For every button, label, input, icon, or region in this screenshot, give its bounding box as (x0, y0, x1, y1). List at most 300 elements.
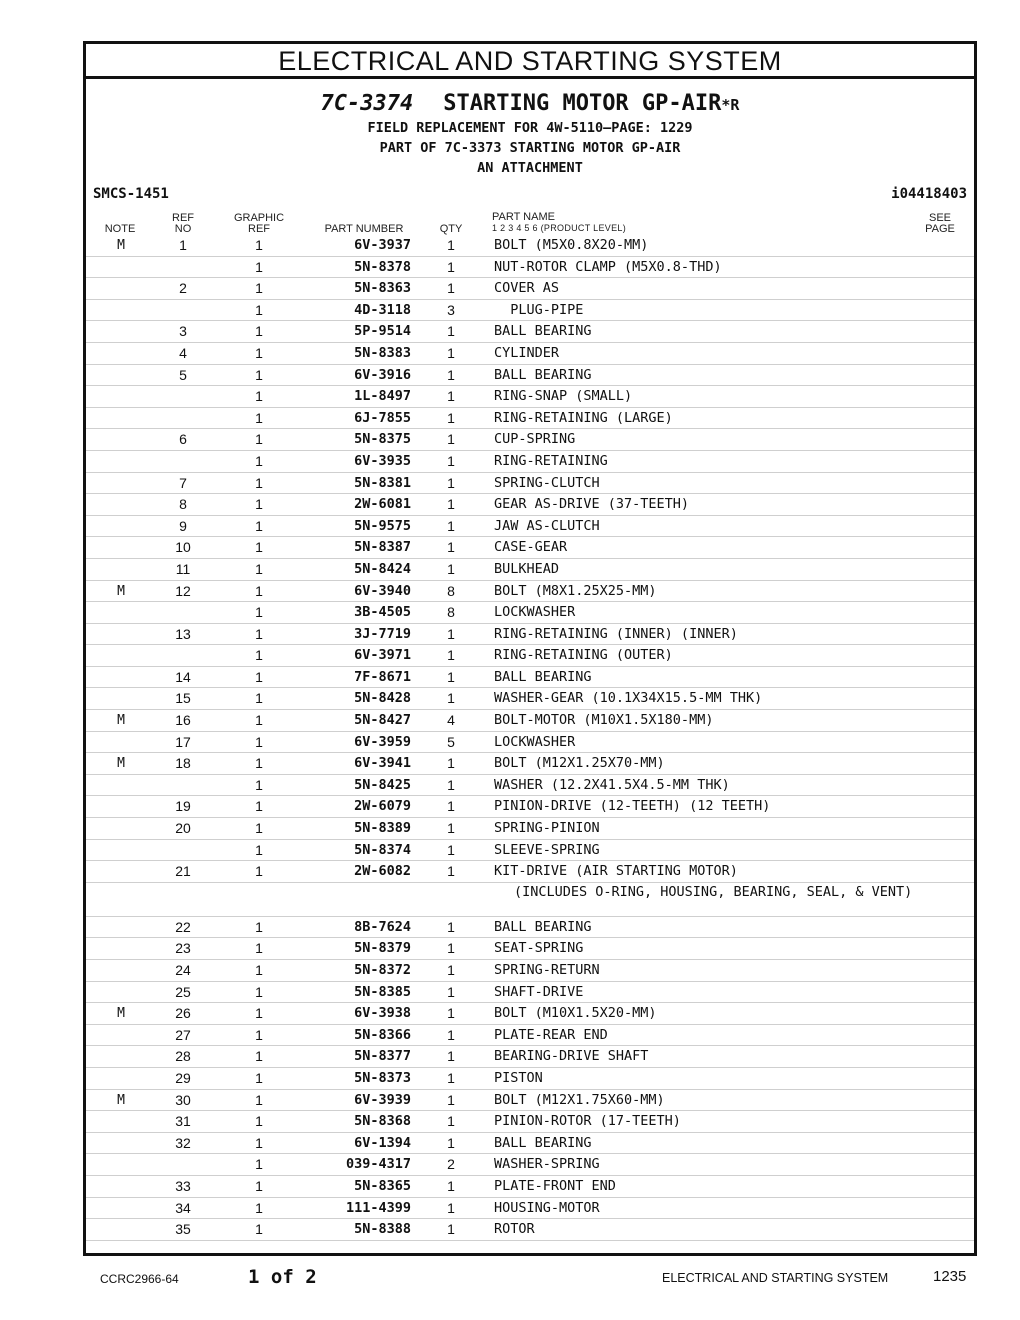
ref-number-cell: 23 (175, 940, 191, 957)
qty-cell: 1 (447, 452, 455, 469)
part-number-cell: 5N-8387 (354, 539, 411, 556)
illustration-id: i04418403 (891, 186, 967, 202)
ref-number-cell: 35 (175, 1221, 191, 1238)
qty-cell: 1 (447, 962, 455, 978)
ref-number-cell: 10 (175, 539, 191, 556)
note-cell: M (117, 1006, 125, 1022)
col-part-number: PART NUMBER (324, 223, 404, 235)
part-number-cell: 5N-8424 (354, 560, 411, 577)
table-row (86, 624, 974, 646)
table-row (86, 1046, 974, 1068)
group-header (86, 79, 974, 193)
qty-cell: 1 (447, 625, 455, 642)
qty-cell: 1 (447, 1069, 455, 1086)
group-name: STARTING MOTOR GP-AIR (443, 91, 722, 116)
qty-cell: 1 (447, 918, 455, 935)
table-row (86, 602, 974, 624)
ref-number-cell: 25 (175, 983, 191, 1000)
ref-number-cell: 21 (175, 863, 191, 880)
part-number-cell: 5N-9575 (354, 517, 411, 534)
part-name-cell: BALL BEARING (494, 366, 592, 383)
part-number-cell: 5N-8428 (354, 690, 411, 707)
part-number-cell: 4D-3118 (354, 301, 411, 318)
table-row (86, 473, 974, 495)
ref-number-cell: 2 (179, 280, 187, 297)
table-row (86, 883, 974, 917)
part-number-cell: 5N-8366 (354, 1026, 411, 1043)
graphic-ref-cell: 1 (255, 755, 263, 772)
table-row (86, 1068, 974, 1090)
table-row (86, 235, 974, 257)
col-ref-bottom: NO (174, 223, 192, 235)
part-of-line: PART OF 7C-3373 STARTING MOTOR GP-AIR (379, 140, 681, 156)
table-row (86, 386, 974, 408)
table-row (86, 1025, 974, 1047)
graphic-ref-cell: 1 (255, 1134, 263, 1151)
part-name-cell: RING-RETAINING (494, 452, 608, 469)
part-name-cell: BOLT (M12X1.25X70-MM) (494, 755, 665, 772)
ref-number-cell: 20 (175, 820, 191, 837)
col-see-top: SEE (928, 212, 951, 224)
ref-number-cell: 9 (179, 517, 187, 534)
graphic-ref-cell: 1 (255, 539, 263, 556)
part-name-cell: BOLT (M10X1.5X20-MM) (494, 1005, 657, 1022)
part-name-cell: SPRING-RETURN (494, 962, 600, 978)
graphic-ref-cell: 1 (255, 863, 263, 880)
qty-cell: 1 (447, 539, 455, 556)
part-name-cell: HOUSING-MOTOR (494, 1199, 600, 1216)
group-title (86, 91, 974, 118)
graphic-ref-cell: 1 (255, 409, 263, 426)
part-number-cell: 5N-8377 (354, 1048, 411, 1065)
ref-number-cell: 1 (179, 237, 187, 253)
part-number-cell: 6V-3940 (354, 582, 411, 599)
part-number-cell: 7F-8671 (354, 668, 411, 685)
col-see-bottom: PAGE (925, 223, 955, 235)
part-number-cell: 5N-8373 (354, 1069, 411, 1086)
part-number-cell: 5N-8368 (354, 1113, 411, 1130)
qty-cell: 1 (447, 258, 455, 275)
table-row (86, 343, 974, 365)
field-replacement-line: FIELD REPLACEMENT FOR 4W-5110—PAGE: 1229 (367, 120, 693, 136)
part-name-cell: LOCKWASHER (494, 604, 576, 621)
part-number-cell: 5N-8375 (354, 431, 411, 448)
part-number-cell: 6V-3959 (354, 733, 411, 750)
graphic-ref-cell: 1 (255, 496, 263, 513)
note-cell: M (117, 756, 125, 772)
col-see-page (920, 213, 960, 235)
ref-number-cell: 28 (175, 1048, 191, 1065)
qty-cell: 1 (447, 1113, 455, 1130)
qty-cell: 1 (447, 798, 455, 815)
qty-cell: 1 (447, 1177, 455, 1194)
part-number-cell: 5N-8427 (354, 712, 411, 729)
part-number-cell: 5N-8381 (354, 474, 411, 491)
graphic-ref-cell: 1 (255, 517, 263, 534)
ref-number-cell: 17 (175, 733, 191, 750)
part-number-cell: 5N-8379 (354, 940, 411, 957)
part-name-cell: PINION-ROTOR (17-TEETH) (494, 1113, 681, 1130)
qty-cell: 8 (447, 582, 455, 599)
part-number-cell: 5N-8374 (354, 841, 411, 858)
part-number-cell: 5N-8389 (354, 820, 411, 837)
doc-code: CCRC2966-64 (100, 1272, 179, 1286)
note-cell: M (117, 713, 125, 729)
ref-number-cell: 24 (175, 962, 191, 978)
part-number-cell: 111-4399 (345, 1199, 411, 1216)
col-product-level: 1 2 3 4 5 6 (PRODUCT LEVEL) (492, 223, 626, 233)
qty-cell: 1 (447, 560, 455, 577)
part-name-cell: SLEEVE-SPRING (494, 841, 600, 858)
part-name-cell: KIT-DRIVE (AIR STARTING MOTOR) (494, 863, 738, 880)
table-row (86, 840, 974, 862)
part-name-cell: RING-RETAINING (LARGE) (494, 409, 673, 426)
ref-number-cell: 4 (179, 344, 187, 361)
qty-cell: 1 (447, 755, 455, 772)
part-number-cell: 6V-3939 (354, 1091, 411, 1108)
part-name-cell: RING-RETAINING (OUTER) (494, 647, 673, 664)
part-name-cell: BOLT (M5X0.8X20-MM) (494, 237, 649, 253)
graphic-ref-cell: 1 (255, 1026, 263, 1043)
graphic-ref-cell: 1 (255, 798, 263, 815)
graphic-ref-cell: 1 (255, 560, 263, 577)
part-name-cell: SPRING-CLUTCH (494, 474, 600, 491)
col-part-name (492, 212, 626, 234)
table-row (86, 516, 974, 538)
ref-number-cell: 27 (175, 1026, 191, 1043)
table-row (86, 559, 974, 581)
part-number-cell: 6V-3916 (354, 366, 411, 383)
graphic-ref-cell: 1 (255, 940, 263, 957)
smcs-code: SMCS-1451 (93, 186, 169, 202)
page-of: 1 of 2 (248, 1266, 317, 1288)
table-row (86, 917, 974, 939)
qty-cell: 1 (447, 1199, 455, 1216)
table-row (86, 645, 974, 667)
part-number-cell: 6V-3941 (354, 755, 411, 772)
col-ref-top: REF (172, 212, 194, 224)
graphic-ref-cell: 1 (255, 452, 263, 469)
table-row (86, 321, 974, 343)
qty-cell: 1 (447, 323, 455, 340)
part-number-cell: 6V-1394 (354, 1134, 411, 1151)
qty-cell: 1 (447, 280, 455, 297)
table-row (86, 982, 974, 1004)
ref-number-cell: 18 (175, 755, 191, 772)
graphic-ref-cell: 1 (255, 431, 263, 448)
graphic-ref-cell: 1 (255, 983, 263, 1000)
group-part-number: 7C-3374 (320, 91, 414, 116)
graphic-ref-cell: 1 (255, 962, 263, 978)
part-name-cell: BOLT (M8X1.25X25-MM) (494, 582, 657, 599)
ref-number-cell: 31 (175, 1113, 191, 1130)
col-graphic-ref (229, 213, 289, 235)
table-row (86, 861, 974, 883)
ref-number-cell: 32 (175, 1134, 191, 1151)
qty-cell: 1 (447, 344, 455, 361)
table-row (86, 1219, 974, 1241)
part-name-cell: COVER AS (494, 280, 560, 297)
part-name-cell: JAW AS-CLUTCH (494, 517, 600, 534)
part-number-cell: 6V-3971 (354, 647, 411, 664)
part-number-cell: 5N-8372 (354, 962, 411, 978)
ref-number-cell: 5 (179, 366, 187, 383)
table-row (86, 732, 974, 754)
ref-number-cell: 8 (179, 496, 187, 513)
graphic-ref-cell: 1 (255, 1005, 263, 1022)
qty-cell: 1 (447, 1134, 455, 1151)
part-name-cell: BALL BEARING (494, 1134, 592, 1151)
graphic-ref-cell: 1 (255, 918, 263, 935)
graphic-ref-cell: 1 (255, 582, 263, 599)
part-number-cell: 2W-6079 (354, 798, 411, 815)
qty-cell: 1 (447, 1091, 455, 1108)
graphic-ref-cell: 1 (255, 1113, 263, 1130)
group-suffix: *R (721, 96, 740, 114)
table-row (86, 960, 974, 982)
graphic-ref-cell: 1 (255, 647, 263, 664)
part-name-cell: CYLINDER (494, 344, 560, 361)
table-row (86, 796, 974, 818)
ref-number-cell: 30 (175, 1091, 191, 1108)
graphic-ref-cell: 1 (255, 237, 263, 253)
graphic-ref-cell: 1 (255, 733, 263, 750)
part-name-cell: BALL BEARING (494, 918, 592, 935)
qty-cell: 1 (447, 983, 455, 1000)
graphic-ref-cell: 1 (255, 1221, 263, 1238)
part-name-cell: SHAFT-DRIVE (494, 983, 584, 1000)
ref-number-cell: 3 (179, 323, 187, 340)
ref-number-cell: 29 (175, 1069, 191, 1086)
qty-cell: 1 (447, 496, 455, 513)
footer-section: ELECTRICAL AND STARTING SYSTEM (662, 1271, 889, 1285)
part-number-cell: 5P-9514 (354, 323, 411, 340)
graphic-ref-cell: 1 (255, 388, 263, 405)
qty-cell: 8 (447, 604, 455, 621)
part-number-cell: 5N-8388 (354, 1221, 411, 1238)
col-part-name-label: PART NAME (492, 211, 555, 223)
qty-cell: 1 (447, 841, 455, 858)
table-row (86, 1090, 974, 1112)
part-number-cell: 1L-8497 (354, 388, 411, 405)
ref-number-cell: 12 (175, 582, 191, 599)
part-number-cell: 5N-8378 (354, 258, 411, 275)
part-number-cell: 5N-8365 (354, 1177, 411, 1194)
part-name-cell: PLUG-PIPE (494, 301, 584, 318)
part-name-cell: BALL BEARING (494, 323, 592, 340)
graphic-ref-cell: 1 (255, 344, 263, 361)
table-row (86, 938, 974, 960)
parts-page-frame (83, 41, 977, 1256)
part-name-cell: SEAT-SPRING (494, 940, 584, 957)
part-name-cell: CASE-GEAR (494, 539, 568, 556)
ref-number-cell: 16 (175, 712, 191, 729)
graphic-ref-cell: 1 (255, 1156, 263, 1173)
part-number-cell: 6V-3938 (354, 1005, 411, 1022)
table-row (86, 1154, 974, 1176)
table-row (86, 451, 974, 473)
section-title: ELECTRICAL AND STARTING SYSTEM (86, 44, 974, 79)
graphic-ref-cell: 1 (255, 690, 263, 707)
ref-number-cell: 15 (175, 690, 191, 707)
part-name-cell: GEAR AS-DRIVE (37-TEETH) (494, 496, 690, 513)
col-note: NOTE (104, 223, 136, 235)
col-graphic-bottom: REF (248, 223, 270, 235)
graphic-ref-cell: 1 (255, 820, 263, 837)
qty-cell: 4 (447, 712, 455, 729)
table-row (86, 300, 974, 322)
part-name-cell: NUT-ROTOR CLAMP (M5X0.8-THD) (494, 258, 722, 275)
note-cell: M (117, 583, 125, 599)
qty-cell: 1 (447, 1005, 455, 1022)
table-row (86, 710, 974, 732)
part-name-cell: (INCLUDES O-RING, HOUSING, BEARING, SEAL, & VENT) (514, 883, 913, 900)
table-row (86, 365, 974, 387)
graphic-ref-cell: 1 (255, 280, 263, 297)
ref-number-cell: 19 (175, 798, 191, 815)
ref-number-cell: 13 (175, 625, 191, 642)
table-row (86, 581, 974, 603)
qty-cell: 1 (447, 474, 455, 491)
part-name-cell: BOLT (M12X1.75X60-MM) (494, 1091, 665, 1108)
part-number-cell: 6J-7855 (354, 409, 411, 426)
page-number: 1235 (933, 1268, 967, 1285)
qty-cell: 1 (447, 1221, 455, 1238)
part-number-cell: 5N-8425 (354, 776, 411, 793)
qty-cell: 1 (447, 820, 455, 837)
part-name-cell: WASHER (12.2X41.5X4.5-MM THK) (494, 776, 730, 793)
qty-cell: 1 (447, 863, 455, 880)
ref-number-cell: 14 (175, 668, 191, 685)
part-name-cell: CUP-SPRING (494, 431, 576, 448)
part-number-cell: 6V-3937 (354, 237, 411, 253)
qty-cell: 1 (447, 409, 455, 426)
graphic-ref-cell: 1 (255, 258, 263, 275)
qty-cell: 1 (447, 1026, 455, 1043)
table-row (86, 408, 974, 430)
part-number-cell: 3J-7719 (354, 625, 411, 642)
part-number-cell: 039-4317 (345, 1156, 411, 1173)
part-name-cell: LOCKWASHER (494, 733, 576, 750)
col-graphic-top: GRAPHIC (233, 212, 285, 224)
ref-number-cell: 7 (179, 474, 187, 491)
qty-cell: 1 (447, 668, 455, 685)
attachment-line: AN ATTACHMENT (477, 160, 583, 176)
part-number-cell: 3B-4505 (354, 604, 411, 621)
graphic-ref-cell: 1 (255, 1091, 263, 1108)
graphic-ref-cell: 1 (255, 323, 263, 340)
graphic-ref-cell: 1 (255, 776, 263, 793)
graphic-ref-cell: 1 (255, 1069, 263, 1086)
table-row (86, 688, 974, 710)
graphic-ref-cell: 1 (255, 841, 263, 858)
part-name-cell: RING-RETAINING (INNER) (INNER) (494, 625, 738, 642)
qty-cell: 1 (447, 940, 455, 957)
table-row (86, 775, 974, 797)
table-row (86, 1111, 974, 1133)
qty-cell: 1 (447, 237, 455, 253)
qty-cell: 1 (447, 431, 455, 448)
ref-number-cell: 6 (179, 431, 187, 448)
qty-cell: 1 (447, 776, 455, 793)
part-name-cell: PINION-DRIVE (12-TEETH) (12 TEETH) (494, 798, 771, 815)
qty-cell: 2 (447, 1156, 455, 1173)
qty-cell: 1 (447, 517, 455, 534)
graphic-ref-cell: 1 (255, 474, 263, 491)
part-number-cell: 5N-8385 (354, 983, 411, 1000)
ref-number-cell: 33 (175, 1177, 191, 1194)
part-number-cell: 2W-6082 (354, 863, 411, 880)
graphic-ref-cell: 1 (255, 1048, 263, 1065)
table-row (86, 1133, 974, 1155)
part-name-cell: PLATE-REAR END (494, 1026, 608, 1043)
part-name-cell: BEARING-DRIVE SHAFT (494, 1048, 649, 1065)
graphic-ref-cell: 1 (255, 668, 263, 685)
qty-cell: 1 (447, 690, 455, 707)
part-number-cell: 2W-6081 (354, 496, 411, 513)
part-name-cell: WASHER-GEAR (10.1X34X15.5-MM THK) (494, 690, 763, 707)
col-ref (162, 213, 204, 235)
part-name-cell: BOLT-MOTOR (M10X1.5X180-MM) (494, 712, 714, 729)
table-row (86, 818, 974, 840)
graphic-ref-cell: 1 (255, 604, 263, 621)
note-cell: M (117, 1092, 125, 1108)
graphic-ref-cell: 1 (255, 301, 263, 318)
qty-cell: 1 (447, 366, 455, 383)
graphic-ref-cell: 1 (255, 1177, 263, 1194)
table-row (86, 278, 974, 300)
note-cell: M (117, 238, 125, 253)
ref-number-cell: 22 (175, 918, 191, 935)
part-name-cell: SPRING-PINION (494, 820, 600, 837)
part-name-cell: PISTON (494, 1069, 543, 1086)
table-row (86, 1176, 974, 1198)
graphic-ref-cell: 1 (255, 712, 263, 729)
graphic-ref-cell: 1 (255, 625, 263, 642)
qty-cell: 1 (447, 388, 455, 405)
part-number-cell: 5N-8363 (354, 280, 411, 297)
table-row (86, 1198, 974, 1220)
part-name-cell: PLATE-FRONT END (494, 1177, 616, 1194)
part-number-cell: 8B-7624 (354, 918, 411, 935)
part-name-cell: BULKHEAD (494, 560, 560, 577)
ref-number-cell: 11 (175, 560, 191, 577)
qty-cell: 1 (447, 1048, 455, 1065)
part-number-cell: 5N-8383 (354, 344, 411, 361)
table-row (86, 429, 974, 451)
qty-cell: 1 (447, 647, 455, 664)
part-name-cell: RING-SNAP (SMALL) (494, 388, 633, 405)
graphic-ref-cell: 1 (255, 1199, 263, 1216)
ref-number-cell: 34 (175, 1199, 191, 1216)
part-name-cell: WASHER-SPRING (494, 1156, 600, 1173)
ref-number-cell: 26 (175, 1005, 191, 1022)
graphic-ref-cell: 1 (255, 366, 263, 383)
col-qty: QTY (439, 223, 463, 235)
table-row (86, 753, 974, 775)
qty-cell: 3 (447, 301, 455, 318)
table-row (86, 667, 974, 689)
parts-table (86, 235, 974, 1241)
table-row (86, 537, 974, 559)
table-row (86, 257, 974, 279)
table-row (86, 494, 974, 516)
part-number-cell: 6V-3935 (354, 452, 411, 469)
part-name-cell: ROTOR (494, 1221, 535, 1238)
table-row (86, 1003, 974, 1025)
qty-cell: 5 (447, 733, 455, 750)
part-name-cell: BALL BEARING (494, 668, 592, 685)
